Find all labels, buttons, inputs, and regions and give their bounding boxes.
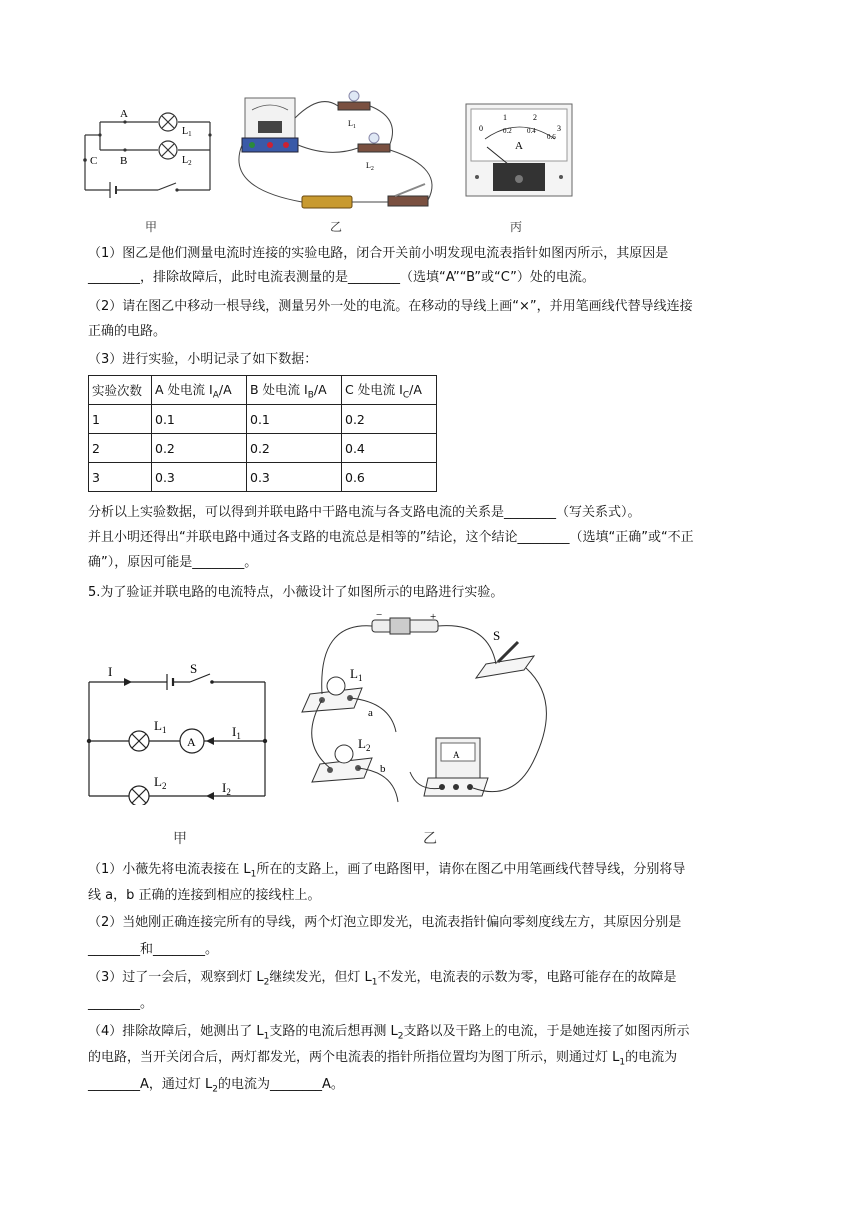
q5-part4-line3: ________A，通过灯 $L_2$的电流为________A。 <box>88 1077 344 1095</box>
table-cell: 0.6 <box>342 463 437 492</box>
battery-minus: − <box>376 612 383 621</box>
ammeter-A: A <box>515 140 523 152</box>
q5-part1-line1: （1）小薇先将电流表接在 $L_1$所在的支路上，画了电路图甲，请你在图乙中用笔画线代替导线，分别将导 <box>88 862 686 880</box>
table-cell: 2 <box>89 434 152 463</box>
label-C: C <box>90 155 98 167</box>
q5-part3-line2: ________。 <box>88 996 154 1011</box>
figure-2-yi-apparatus <box>298 612 548 812</box>
q5-title: 5.为了验证并联电路的电流特点，小薇设计了如图所示的电路进行实验。 <box>88 585 504 600</box>
q4-part2-line2: 正确的电路。 <box>88 324 167 339</box>
table-cell: 0.1 <box>152 405 247 434</box>
ammeter-A-jia: A <box>187 735 196 749</box>
q5-part1-line2: 线 a，b 正确的连接到相应的接线柱上。 <box>88 888 321 903</box>
table-row <box>89 405 437 434</box>
table-cell: 1 <box>89 405 152 434</box>
label-L2: $L_2$ <box>182 155 192 167</box>
table-header-cell: C 处电流 $I_C/A$ <box>342 376 437 405</box>
label-A: A <box>120 108 128 120</box>
label-L1-jia: $L_1$ <box>154 718 167 735</box>
data-table <box>88 375 437 492</box>
table-header-cell: 实验次数 <box>89 376 152 405</box>
label-L2-yi2: $L_2$ <box>358 736 371 753</box>
q5-part3-line1: （3）过了一会后，观察到灯 $L_2$继续发光，但灯 $L_1$不发光，电流表的示数为零，电路可能存在的故障是 <box>88 970 677 988</box>
label-S: S <box>190 661 198 676</box>
label-L1-yi: $L_1$ <box>348 119 356 130</box>
table-cell: 0.4 <box>342 434 437 463</box>
label-I1: $I_1$ <box>232 724 241 741</box>
caption-jia-2: 甲 <box>173 831 187 847</box>
table-cell: 0.3 <box>247 463 342 492</box>
table-cell: 0.2 <box>152 434 247 463</box>
caption-yi-2: 乙 <box>423 831 437 847</box>
table-cell: 0.2 <box>342 405 437 434</box>
scale-2: 2 <box>533 113 537 122</box>
q5-part2-line2: ________和________。 <box>88 942 219 957</box>
label-L1: $L_1$ <box>182 126 192 138</box>
table-cell: 0.2 <box>247 434 342 463</box>
scale-1: 1 <box>503 113 507 122</box>
scale-0-4: 0.4 <box>527 127 536 135</box>
q4-part3-line4: 确”），原因可能是________。 <box>88 555 258 570</box>
label-L1-yi2: $L_1$ <box>350 666 363 683</box>
q5-part4-line2: 的电路，当开关闭合后，两灯都发光，两个电流表的指针所指位置均为图丁所示，则通过灯 $L_1$的电流为 <box>88 1050 678 1068</box>
label-B: B <box>120 155 128 167</box>
q4-part2-line1: （2）请在图乙中移动一根导线，测量另外一处的电流。在移动的导线上画“×”，并用笔画线代替导线连接 <box>88 299 693 314</box>
q5-part4-line1: （4）排除故障后，她测出了 $L_1$支路的电流后想再测 $L_2$支路以及干路上的电流，于是她连接了如图丙所示 <box>88 1024 690 1042</box>
table-header-cell: B 处电流 $I_B/A$ <box>247 376 342 405</box>
scale-3: 3 <box>557 124 561 133</box>
wire-a-label: a <box>368 707 373 719</box>
figure-1-jia-circuit <box>80 105 225 200</box>
figure-2-jia-circuit <box>82 660 272 805</box>
label-L2-jia: $L_2$ <box>154 774 167 791</box>
label-I: I <box>108 664 113 679</box>
figure-1-yi-apparatus <box>230 88 440 218</box>
label-I2: $I_2$ <box>222 780 231 797</box>
caption-yi-1: 乙 <box>330 220 343 234</box>
table-cell: 3 <box>89 463 152 492</box>
table-cell: 0.1 <box>247 405 342 434</box>
q4-part3-line3: 并且小明还得出“并联电路中通过各支路的电流总是相等的”结论，这个结论________（选填“正确”或“不正 <box>88 530 694 545</box>
q5-part2-line1: （2）当她刚正确连接完所有的导线，两个灯泡立即发光，电流表指针偏向零刻度线左方，其原因分别是 <box>88 915 682 930</box>
scale-0-6: 0.6 <box>547 133 556 141</box>
scale-0: 0 <box>479 124 483 133</box>
table-row <box>89 463 437 492</box>
table-header-row <box>89 376 437 405</box>
caption-jia-1: 甲 <box>145 220 158 234</box>
q4-part3-line2: 分析以上实验数据，可以得到并联电路中干路电流与各支路电流的关系是________（写关系式）。 <box>88 505 641 520</box>
q4-part1-line1: （1）图乙是他们测量电流时连接的实验电路，闭合开关前小明发现电流表指针如图丙所示，其原因是 <box>88 246 669 261</box>
figure-1-bing-ammeter <box>465 103 575 198</box>
label-L2-yi: $L_2$ <box>366 161 374 172</box>
wire-b-label: b <box>380 763 386 775</box>
q4-part1-line2: ________，排除故障后，此时电流表测量的是________（选填“A”“B”或“C”）处的电流。 <box>88 270 595 285</box>
q4-part3-line1: （3）进行实验，小明记录了如下数据： <box>88 352 318 367</box>
battery-plus: + <box>430 612 437 623</box>
ammeter-A-yi: A <box>453 750 460 760</box>
label-S-yi: S <box>493 628 501 643</box>
table-row <box>89 434 437 463</box>
caption-bing-1: 丙 <box>510 220 523 234</box>
table-cell: 0.3 <box>152 463 247 492</box>
scale-0-2: 0.2 <box>503 127 512 135</box>
table-header-cell: A 处电流 $I_A/A$ <box>152 376 247 405</box>
